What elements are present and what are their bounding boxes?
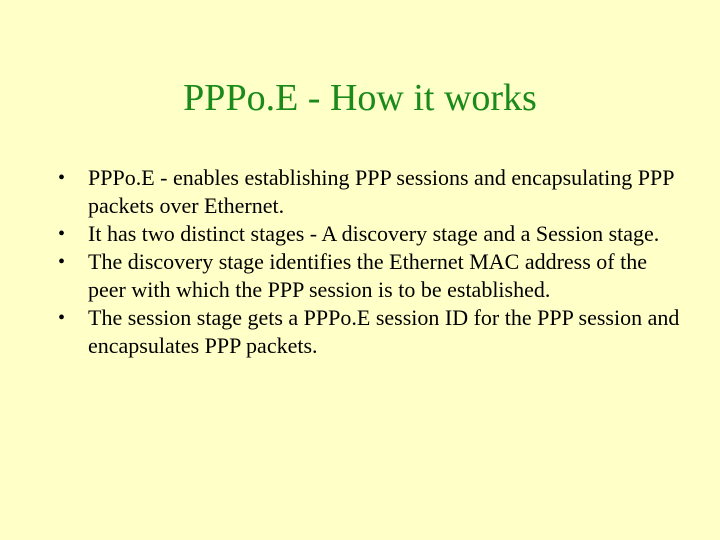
bullet-icon: • <box>58 307 66 329</box>
bullet-text: It has two distinct stages - A discovery stage and a Session stage. <box>88 221 660 246</box>
bullet-icon: • <box>58 251 66 273</box>
bullet-item <box>58 220 688 248</box>
bullet-icon: • <box>58 223 66 245</box>
slide-title: PPPo.E - How it works <box>183 77 537 119</box>
bullet-text: PPPo.E - enables establishing PPP sessions and encapsulating PPP packets over Ethernet. <box>88 165 674 218</box>
bullet-item <box>58 248 688 304</box>
bullet-item <box>58 164 688 220</box>
bullet-item <box>58 304 688 360</box>
bullet-text: The session stage gets a PPPo.E session ID for the PPP session and encapsulates PPP packets. <box>88 305 680 358</box>
bullet-icon: • <box>58 167 66 189</box>
bullet-text: The discovery stage identifies the Ethernet MAC address of the peer with which the PPP session is to be established. <box>88 249 648 302</box>
bullet-list <box>58 164 688 360</box>
